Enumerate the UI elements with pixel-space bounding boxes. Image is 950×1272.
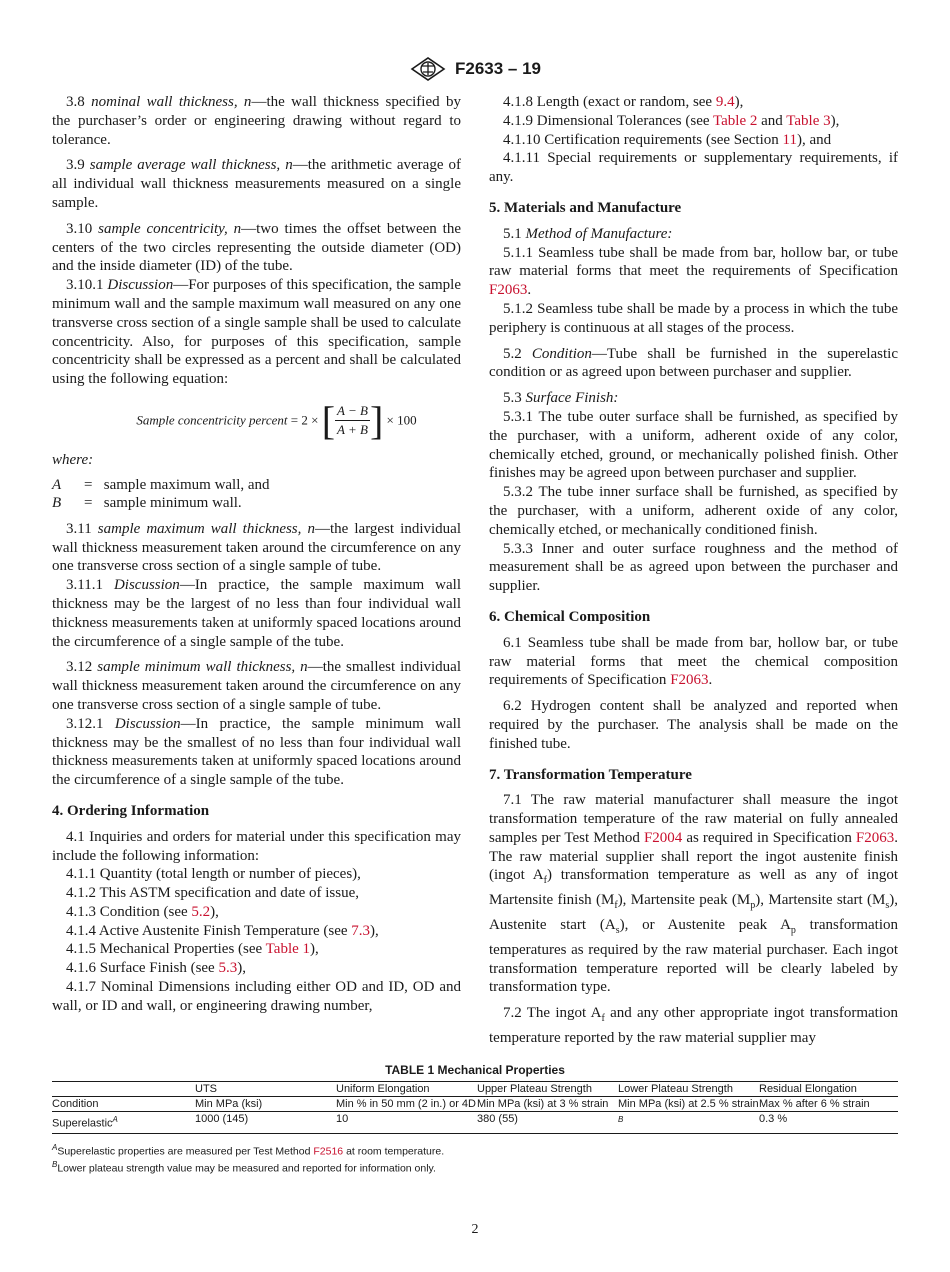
definition-row: B = sample minimum wall.: [52, 494, 242, 511]
ref-link-f2516[interactable]: F2516: [313, 1145, 344, 1158]
table-cell: Superelastic$^A$: [52, 1112, 195, 1134]
table-cell: [618, 1112, 759, 1134]
clause-5-3-2: 5.3.2 The tube inner surface shall be furnished, as specified by the purchaser, with a uniform, adherent oxide of any color, chemically etched, or mechanically conditioned finish.: [489, 484, 898, 538]
table-cell: 1000 (145): [195, 1112, 336, 1134]
table-footnotes: [52, 1141, 898, 1176]
table-1-mechanical-properties: [52, 1063, 898, 1176]
clause-4-1-1: 4.1.1 Quantity (total length or number of pieces),: [66, 866, 361, 883]
table-subheader-cell: Min MPa (ksi) at 3 % strain: [477, 1097, 618, 1112]
clause-4-1-3: 4.1.3 Condition (see 5.2),: [66, 903, 219, 920]
table-header-cell: Residual Elongation: [759, 1082, 898, 1097]
clause-7-1: 7.1 The raw material manufacturer shall measure the ingot transformation temperature of the raw material on fully annealed samples per Test Method F2004 as required in Specification F2063. The raw material supplier shall report the ingot austenite finish (ingot $A_f$) transformation temperature as well as any of ingot Martensite finish $(M_f)$, Martensite peak $(M_p)$, Martensite start $(M_s)$, Austenite start $(A_s)$, or Austenite peak $A_p$ transformation temperatures as required by the raw material purchaser. Each ingot transformation temperature reported will be clearly labeled by transformation type.: [489, 792, 898, 996]
clause-4-1-5: 4.1.5 Mechanical Properties (see Table 1),: [66, 941, 319, 958]
table-row: [52, 1112, 898, 1134]
clause-3-9: 3.9 sample average wall thickness, n—the arithmetic average of all individual wall thickness measurements measured on a single sample.: [52, 157, 461, 211]
clause-4-1-8: 4.1.8 Length (exact or random, see 9.4),: [503, 94, 744, 110]
ref-link-f2063[interactable]: F2063: [855, 829, 895, 846]
footnote-a: $^A$Superelastic properties are measured per Test Method F2516 at room temperature.: [52, 1142, 445, 1158]
ref-link-f2063[interactable]: F2063: [670, 672, 709, 689]
clause-5-3-1: 5.3.1 The tube outer surface shall be furnished, as specified by the purchaser, with a uniform, adherent oxide of any color, chemically etched, ground, or mechanically polished finish. Other finishes may be agreed upon between purchaser and supplier.: [489, 408, 898, 482]
ref-link-table-1[interactable]: Table 1: [265, 941, 311, 958]
table-header-row: [52, 1082, 898, 1097]
designation: F2633 – 19: [454, 59, 541, 78]
clause-3-11-1: 3.11.1 Discussion—In practice, the sample maximum wall thickness may be the largest of no less than four individual wall thickness measurements taken at uniformly spaced locations around the circumference of a single sample of the tube.: [52, 577, 462, 650]
clause-3-10-1: 3.10.1 Discussion—For purposes of this specification, the sample minimum wall and the sample maximum wall measured on any one transverse cross section of a single sample shall be used to calculate concentricity. Also, for purposes of this specification, sample concentricity shall be expressed as a percent and shall be calculated using the following equation:: [52, 277, 461, 388]
where-label: where:: [52, 451, 94, 468]
mechanical-properties-table: [52, 1081, 898, 1134]
table-cell: 10: [336, 1112, 477, 1134]
clause-5-3: 5.3 Surface Finish:: [503, 390, 619, 407]
ref-link-f2004[interactable]: F2004: [643, 829, 683, 846]
table-header-cell: Upper Plateau Strength: [477, 1082, 618, 1097]
clause-5-2: 5.2 Condition—Tube shall be furnished in the superelastic condition or as agreed upon between purchaser and supplier.: [489, 345, 899, 381]
definition-row: A = sample maximum wall, and: [52, 476, 270, 493]
table-subheader-cell: Min MPa (ksi) at 2.5 % strain: [618, 1098, 759, 1110]
table-subheader-cell: Condition: [52, 1097, 195, 1112]
clause-7-2: 7.2 The ingot $A_f$ and any other appropriate ingot transformation temperature reported by the raw material supplier may: [489, 1005, 898, 1047]
ref-link-section-11[interactable]: 11: [782, 131, 797, 148]
table-header-cell: Lower Plateau Strength: [618, 1082, 759, 1097]
ref-link-table-3[interactable]: Table 3: [786, 112, 831, 129]
left-column: [52, 93, 461, 1016]
ref-link-9-4[interactable]: 9.4: [715, 94, 735, 110]
clause-5-1-1: 5.1.1 Seamless tube shall be made from bar, hollow bar, or tube raw material forms that meet the requirements of Specification F2063.: [489, 244, 898, 299]
footnote-marker: B: [618, 1115, 624, 1124]
table-cell: 0.3 %: [759, 1112, 898, 1134]
clause-4-1-4: 4.1.4 Active Austenite Finish Temperature (see 7.3),: [66, 922, 379, 939]
clause-4-1-7: 4.1.7 Nominal Dimensions including either OD and ID, OD and wall, or ID and wall, or engineering drawing number,: [52, 979, 461, 1014]
section-4-heading: 4. Ordering Information: [52, 802, 210, 819]
clause-3-8: 3.8 nominal wall thickness, n—the wall thickness specified by the purchaser’s order or engineering drawing without regard to tolerance.: [52, 94, 461, 148]
equation-definitions: [52, 476, 461, 512]
clause-4-1-11: 4.1.11 Special requirements or supplementary requirements, if any.: [489, 150, 898, 186]
ref-link-f2063[interactable]: F2063: [489, 282, 528, 299]
table-header-cell: UTS: [195, 1082, 336, 1097]
table-subheader-cell: Min % in 50 mm (2 in.) or 4D: [336, 1098, 476, 1110]
footnote-b: $^B$Lower plateau strength value may be measured and reported for information only.: [52, 1160, 436, 1175]
page-header: [0, 56, 950, 82]
clause-4-1-9: 4.1.9 Dimensional Tolerances (see Table 2 and Table 3),: [503, 112, 840, 129]
clause-5-1: 5.1 Method of Manufacture:: [503, 225, 673, 242]
clause-5-1-2: 5.1.2 Seamless tube shall be made by a process in which the tube periphery is continuous at all stages of the process.: [489, 300, 898, 336]
astm-logo-icon: [409, 56, 447, 82]
clause-4-1-6: 4.1.6 Surface Finish (see 5.3),: [66, 960, 246, 977]
clause-4-1: 4.1 Inquiries and orders for material under this specification may include the following information:: [52, 828, 461, 864]
clause-4-1-2: 4.1.2 This ASTM specification and date of issue,: [66, 885, 360, 902]
table-header-cell: Uniform Elongation: [336, 1082, 477, 1097]
clause-6-1: 6.1 Seamless tube shall be made from bar, hollow bar, or tube raw material forms that meet the chemical composition requirements of Specification F2063.: [489, 634, 898, 689]
table-subheader-cell: Max % after 6 % strain: [759, 1097, 898, 1112]
section-6-heading: 6. Chemical Composition: [489, 608, 651, 625]
section-5-heading: 5. Materials and Manufacture: [489, 199, 682, 216]
table-title: TABLE 1 Mechanical Properties: [385, 1063, 565, 1077]
clause-5-3-3: 5.3.3 Inner and outer surface roughness and the method of measurement shall be as agreed upon between the purchaser and supplier.: [489, 540, 898, 595]
clause-3-12-1: 3.12.1 Discussion—In practice, the sample minimum wall thickness may be the smallest of no less than four individual wall thickness measurements taken at uniformly spaced locations around the circumference of a single sample of the tube.: [52, 715, 461, 789]
table-subheader-cell: Min MPa (ksi): [195, 1097, 336, 1112]
clause-3-12: 3.12 sample minimum wall thickness, n—the smallest individual wall thickness measurement taken around the circumference on any one transverse cross section of a single sample of tube.: [52, 659, 462, 713]
clause-6-2: 6.2 Hydrogen content shall be analyzed and reported when required by the purchaser. The analysis shall be made on the finished tube.: [489, 698, 898, 752]
table-subheader-row: [52, 1097, 898, 1112]
ref-link-table-2[interactable]: Table 2: [713, 112, 758, 129]
footnote-marker: A: [112, 1115, 118, 1124]
right-column: [489, 93, 898, 1055]
ref-link-5-2[interactable]: 5.2: [191, 903, 211, 920]
page-number: 2: [471, 1222, 479, 1237]
ref-link-5-3[interactable]: 5.3: [218, 960, 238, 977]
clause-3-10: 3.10 sample concentricity, n—two times the offset between the centers of the two circles representing the outside diameter (OD) and the inside diameter (ID) of the tube.: [52, 220, 461, 275]
clause-4-1-10: 4.1.10 Certification requirements (see Section 11), and: [503, 131, 832, 148]
ref-link-7-3[interactable]: 7.3: [351, 922, 371, 939]
table-cell: 380 (55): [477, 1112, 618, 1134]
table-header-cell: [52, 1082, 195, 1097]
section-7-heading: 7. Transformation Temperature: [489, 766, 692, 783]
clause-3-11: 3.11 sample maximum wall thickness, n—the largest individual wall thickness measurement taken around the circumference on any one transverse cross section of a single sample of tube.: [52, 520, 462, 575]
equation-fraction: $\frac{A - B}{A + B}$: [337, 402, 368, 438]
concentricity-equation: Sample concentricity percent = 2 × [ $\frac{A - B}{A + B}$ ] × 100: [136, 397, 417, 443]
